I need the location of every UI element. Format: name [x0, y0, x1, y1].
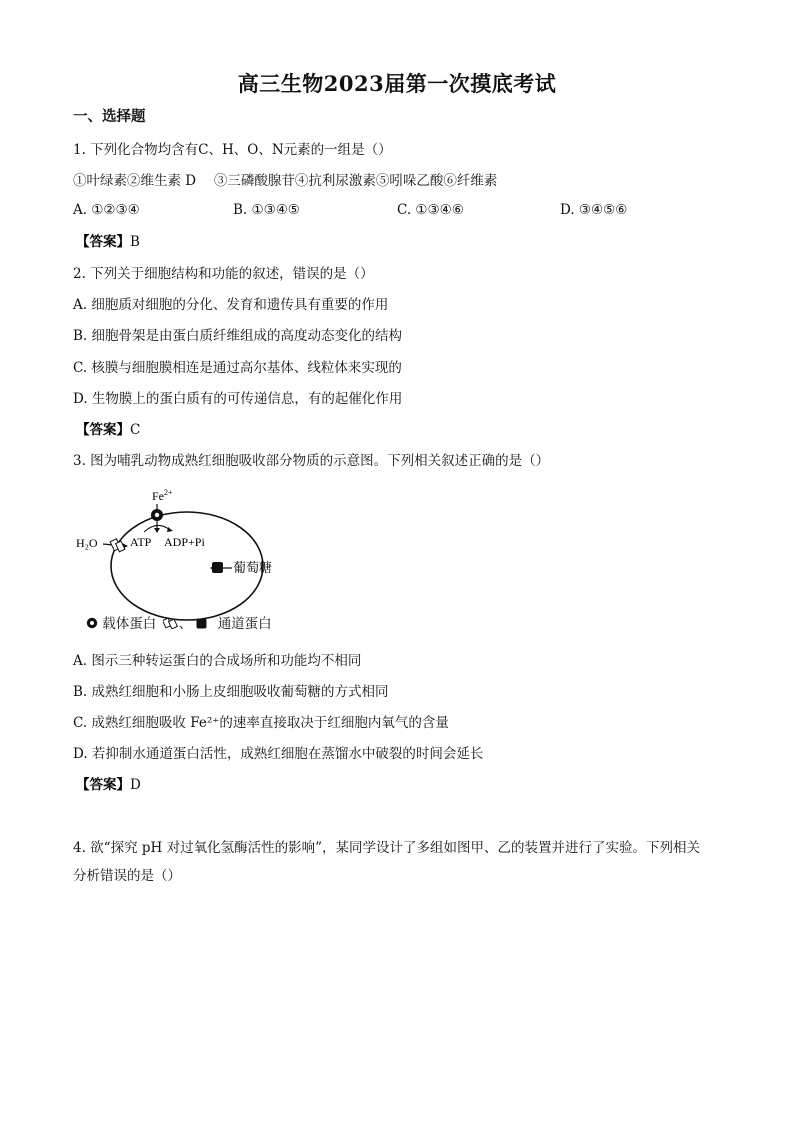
q1-option-a: A. ①②③④ — [73, 202, 140, 218]
q1-option-d: D. ③④⑤⑥ — [560, 202, 628, 218]
q2-option-b: B. 细胞骨架是由蛋白质纤维组成的高度动态变化的结构 — [73, 328, 403, 344]
channel-protein-icon — [196, 618, 207, 629]
q2-option-d: D. 生物膜上的蛋白质有的可传递信息，有的起催化作用 — [73, 391, 403, 407]
diagram-legend — [86, 612, 272, 632]
q3-stem: 3. 图为哺乳动物成熟红细胞吸收部分物质的示意图。下列相关叙述正确的是（） — [73, 453, 550, 469]
q1-items: ①叶绿素②维生素 D ③三磷酸腺苷④抗利尿激素⑤吲哚乙酸⑥纤维素 — [73, 173, 498, 189]
q4-stem-line1: 4. 欲“探究 pH 对过氧化氢酶活性的影响”，某同学设计了多组如图甲、乙的装置并进行了实验。下列相关 — [73, 840, 700, 856]
q3-option-a: A. 图示三种转运蛋白的合成场所和功能均不相同 — [73, 653, 362, 669]
water-channel-protein-half — [116, 541, 125, 552]
section-heading: 一、选择题 — [73, 108, 146, 125]
h2o-label: H₂O — [76, 536, 98, 550]
fe-label: $Fe^{2+}$ — [152, 488, 173, 503]
q3-answer — [76, 776, 141, 794]
glucose-channel-protein — [212, 562, 223, 573]
answer-value: D — [130, 777, 141, 793]
fe-carrier-core — [155, 513, 159, 517]
q2-stem: 2. 下列关于细胞结构和功能的叙述，错误的是（） — [73, 266, 374, 282]
q2-option-c: C. 核膜与细胞膜相连是通过高尔基体、线粒体来实现的 — [73, 360, 402, 376]
q1-stem: 1. 下列化合物均含有C、H、O、N元素的一组是（） — [73, 142, 392, 158]
legend-channel-label: 通道蛋白 — [217, 616, 272, 632]
answer-value: B — [130, 234, 140, 250]
q4-stem-line2: 分析错误的是（） — [73, 868, 181, 884]
answer-label: 【答案】 — [76, 777, 130, 793]
q1-options — [73, 202, 713, 220]
legend-carrier-label: 载体蛋白 — [102, 616, 157, 632]
answer-label: 【答案】 — [76, 422, 130, 438]
water-channel-icon — [163, 617, 179, 629]
page-title: 高三生物2023届第一次摸底考试 — [237, 71, 557, 96]
q3-option-c: C. 成熟红细胞吸收 Fe²⁺的速率直接取决于红细胞内氧气的含量 — [73, 715, 449, 731]
answer-value: C — [130, 422, 141, 438]
adp-label: ADP+Pi — [164, 535, 205, 549]
q1-answer — [76, 233, 140, 251]
q1-option-b: B. ①③④⑤ — [233, 202, 300, 218]
glucose-label: 葡萄糖 — [233, 561, 273, 576]
legend-separator: 、 — [178, 616, 193, 632]
atp-arc-head — [167, 527, 173, 532]
fe-arrow-head — [154, 528, 160, 533]
q3-option-b: B. 成熟红细胞和小肠上皮细胞吸收葡萄糖的方式相同 — [73, 684, 389, 700]
q3-option-d: D. 若抑制水通道蛋白活性，成熟红细胞在蒸馏水中破裂的时间会延长 — [73, 746, 484, 762]
atp-label: ATP — [130, 535, 152, 549]
q1-option-c: C. ①③④⑥ — [397, 202, 464, 218]
q2-answer — [76, 421, 140, 439]
carrier-protein-icon — [86, 617, 98, 629]
answer-label: 【答案】 — [76, 234, 130, 250]
q2-option-a: A. 细胞质对细胞的分化、发育和遗传具有重要的作用 — [73, 297, 389, 313]
